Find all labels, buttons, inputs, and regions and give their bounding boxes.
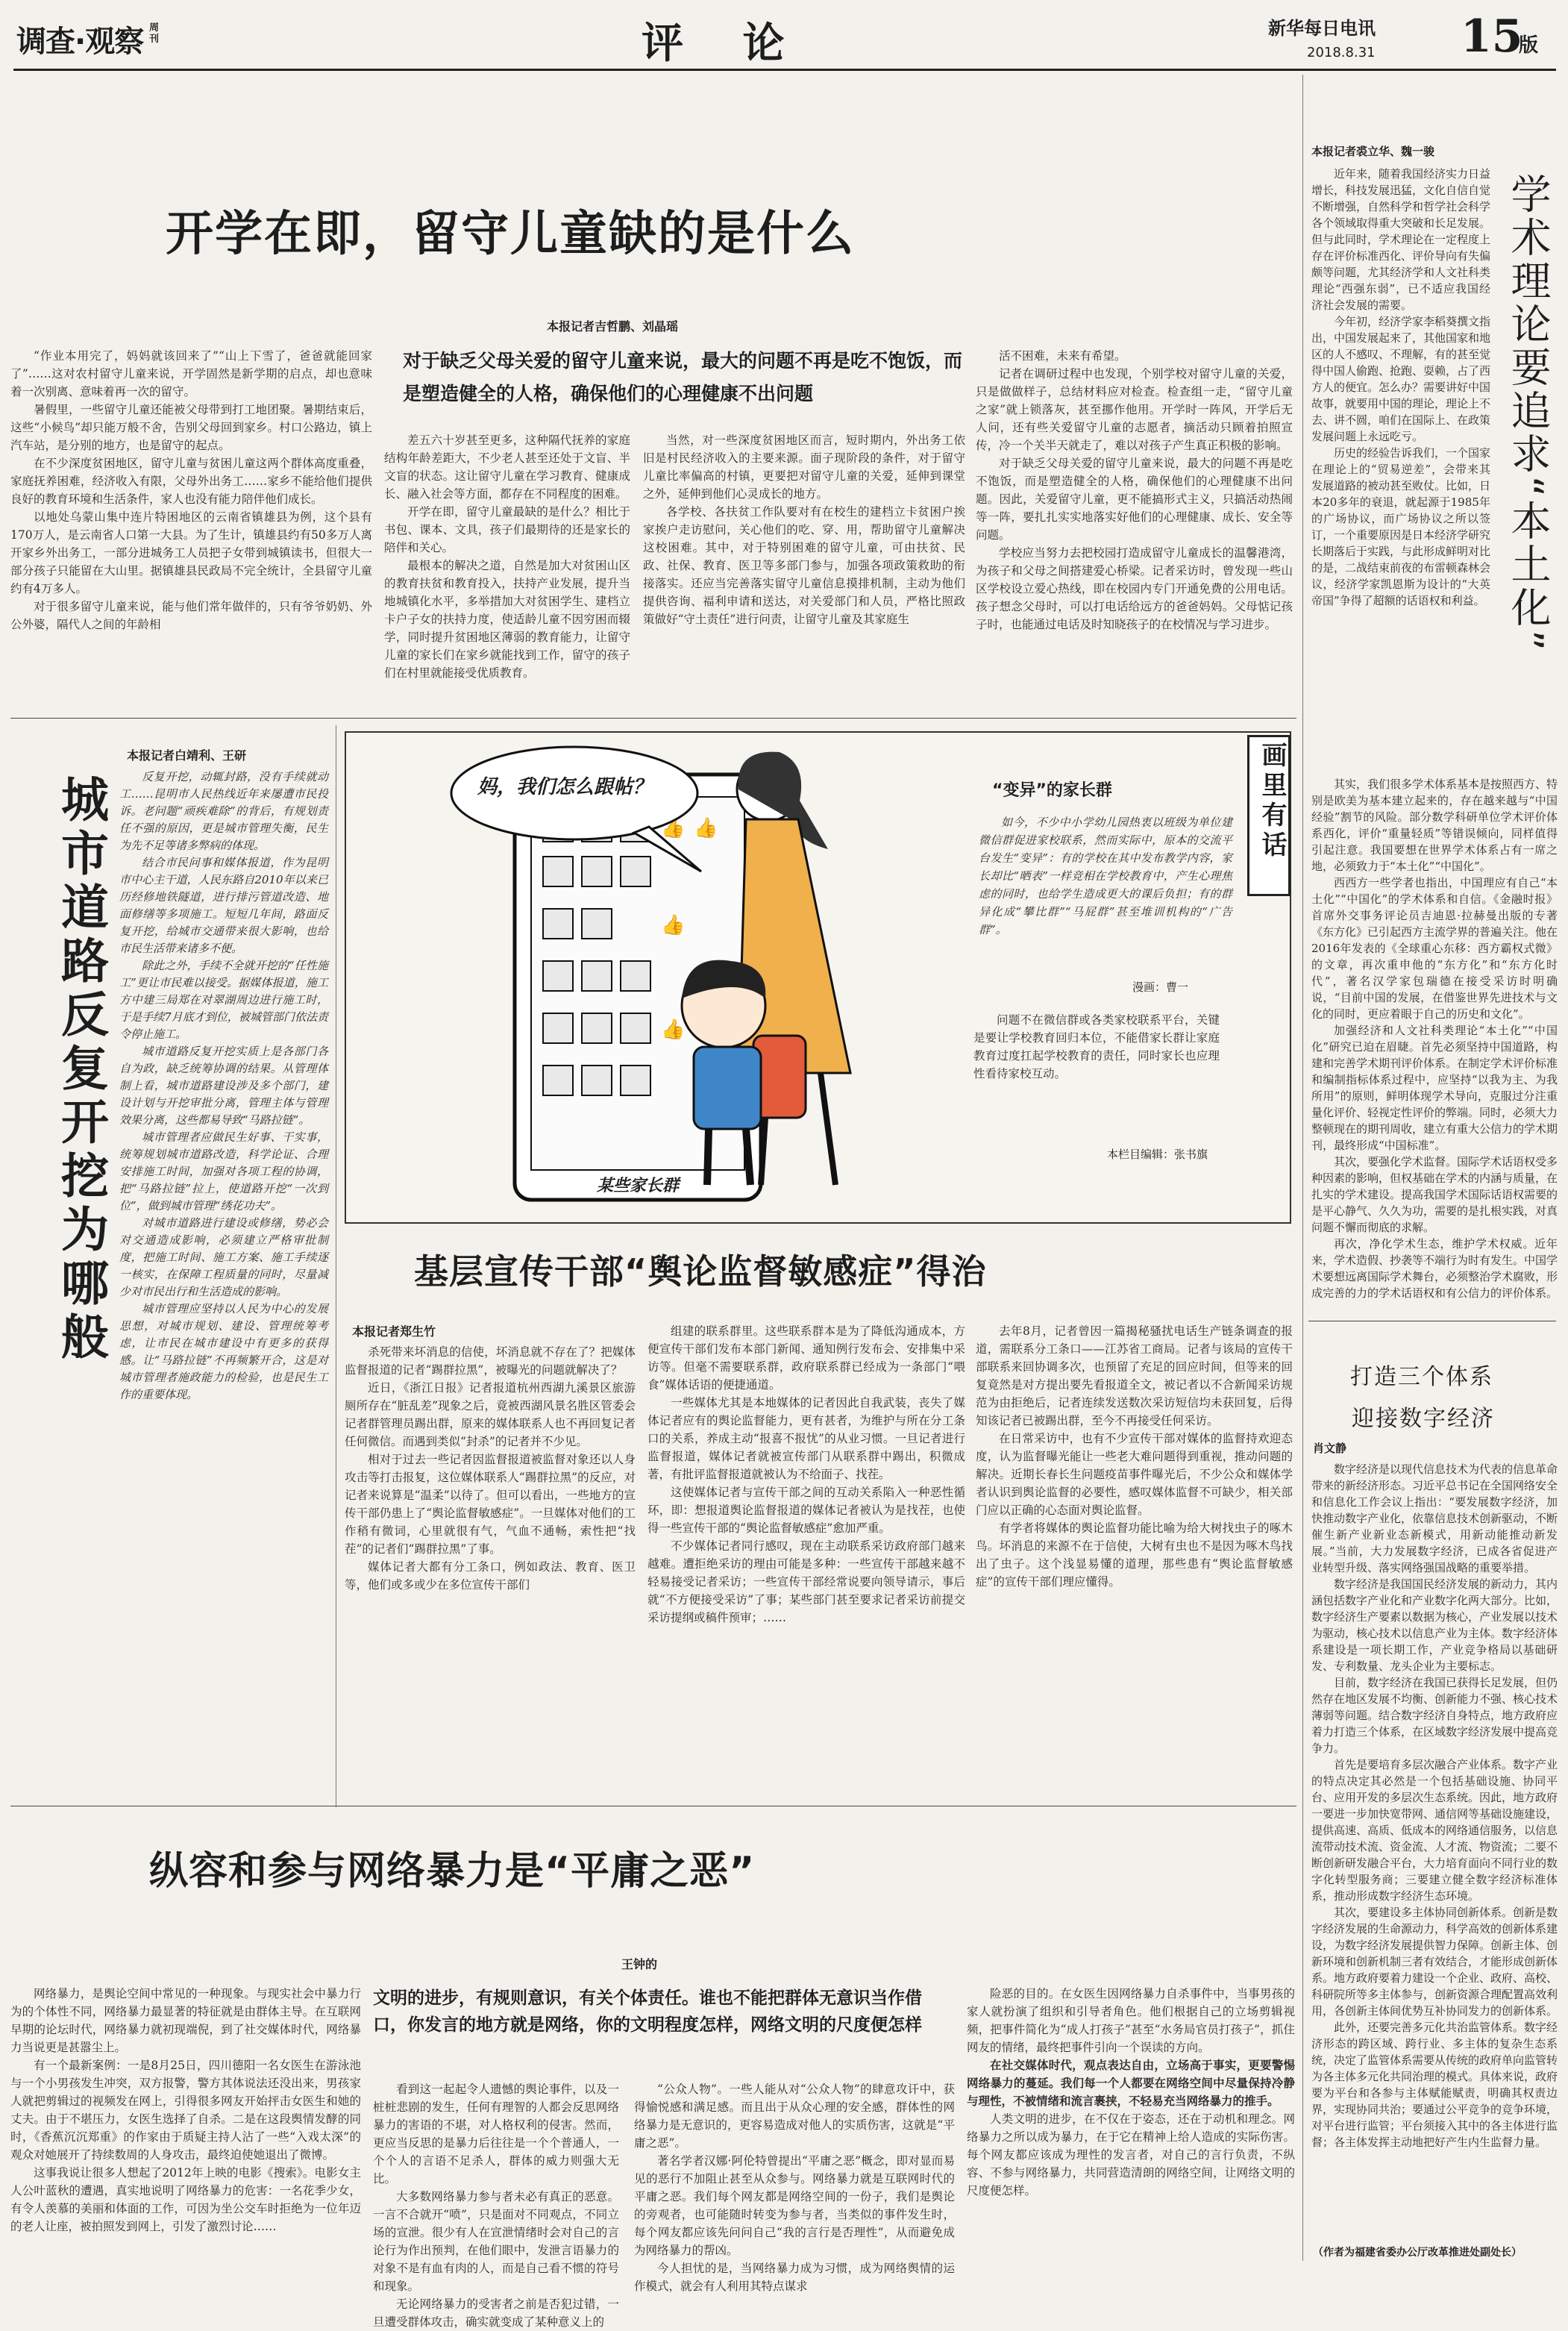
a2-top-p0: 近年来，随着我国经济实力日益增长，科技发展迅猛，文化自信自觉不断增强，自然科学和哲学社会科学各个领域取得重大突破和长足发展。但与此同时，学术理论在一定程度上存在评价标准西化、评价导向有失偏颇等问题，尤其经济学和人文社科类理论“西强东弱”，已不适应我国经济社会发展的需要。: [1311, 167, 1491, 312]
cartoon-text-p: 如今，不少中小学幼儿园热衷以班级为单位建微信群促进家校联系，然而实际中，原本的交流平台发生“变异”：有的学校在其中发布教学内容，家长却比“晒表”一样竞相在学校教育中，产生心理焦虑的同时，也给学生造成更大的课后负担；有的群异化成“攀比群”“马屁群”甚至堆训机构的“广告群”。: [979, 816, 1232, 936]
a4-c1-p3: 媒体记者大都有分工条口，例如政法、教育、医卫等，他们或多或少在多位宣传干部们: [345, 1560, 636, 1592]
a1-deck: 对于缺乏父母关爱的留守儿童来说，最大的问题不再是吃不饱饭，而是塑造健全的人格，确保他们的心理健康不出问题: [403, 350, 963, 404]
a6-c4-p1: 在社交媒体时代，观点表达自由，立场高于事实，更要警惕网络暴力的蔓延。我们每一个人都要在网络空间中尽量保持冷静与理性，不被情绪和流言裹挟，不轻易充当网络暴力的推手。: [967, 2058, 1295, 2108]
cartoon-label: [1247, 735, 1291, 896]
a6-c3-p0: “公众人物”。一些人能从对“公众人物”的肆意攻讦中，获得愉悦感和满足感。而且出于从众心理的安全感，群体性的网络暴力是无意识的，更容易造成对他人的实质伤害，这就是“平庸之恶”。: [634, 2083, 955, 2150]
a6-col-2: [373, 2080, 619, 2329]
cartoon-editor: 本栏目编辑：张书旗: [1107, 1148, 1208, 1161]
a6-c1-p0: 网络暴力，是舆论空间中常见的一种现象。与现实社会中暴力行为的个体性不同，网络暴力最显著的特征就是由群体主导。在互联网早期的论坛时代，网络暴力就初现端倪，到了社交媒体时代，网络暴力当说更是甚嚣尘上。: [10, 1987, 361, 2054]
a4-c2-p3: 不少媒体记者同行感叹，现在主动联系采访政府部门越来越难。遭拒绝采访的理由可能是多种：一些宣传干部越来越不轻易接受记者采访；一些宣传干部经常说要向领导请示，事后就“不方便接受采访”了事；某些部门甚至要求记者采访前提交采访提纲或稿件预审；……: [647, 1539, 965, 1624]
cartoon-title: “变异”的家长群: [992, 781, 1112, 800]
a6-col-3: [634, 2080, 955, 2293]
avatar: [582, 1066, 612, 1095]
a3-p1: 结合市民问事和媒体报道，作为昆明市中心主干道，人民东路自2010年以来已历经修地铁隧道，进行排污管道改造、地面修缮等多项施工。短短几年间，路面反复开挖，给城市交通带来很大影响，也给市民生活带来诸多不便。: [119, 856, 328, 955]
a4-c2-p1: 一些媒体尤其是本地媒体的记者因此自我武装，丧失了媒体记者应有的舆论监督能力，更有甚者，为维护与所在分工条口的关系，养成主动“报喜不报忧”的从业习惯。一旦记者进行监督报道，媒体记者就被宣传部门从联系群中踢出，积微成著，有批评监督报道就被认为不给面子、找茬。: [647, 1396, 965, 1481]
a1-c1-p1: 暑假里，一些留守儿童还能被父母带到打工地团聚。暑期结束后，这些“小候鸟”却只能万般不舍，告别父母回到家乡。村口公路边，镇上汽车站，是分别的地方，也是留守的起点。: [10, 403, 372, 452]
avatar: [582, 961, 612, 991]
a4-col-2: [647, 1322, 965, 1768]
a1-c4-p1: 记者在调研过程中也发现，个别学校对留守儿童的关爱，只是做做样子，总结材料应对检查。检查组一走，“留守儿童之家”就上锁落灰，甚至挪作他用。开学时一阵风，开学后无人问，还有些关爱留守儿童的志愿者，摘活动只顾着拍照宣传，冷一个关半天就走了，难以对孩子产生真正积极的影响。: [976, 367, 1293, 452]
a2-bot-p1: 西西方一些学者也指出，中国理应有自己“本土化”“中国化”的学术体系和自信。《金融时报》首席外交事务评论员吉迪恩·拉赫曼出版的专著《东方化》已引起西方主流学界的普遍关注。他在2016年发表的《全球重心东移：西方霸权式微》的文章，再次重申他的“东方化”和“东方化时代”，著名汉学家包瑞德在接受采访时明确说，“目前中国的发展，在借鉴世界先进技术与文化的同时，更应着眼于自己的历史和文化”。: [1311, 876, 1558, 1021]
thumbs-up-icon: 👍: [661, 817, 686, 839]
a1-c2-p2: 最根本的解决之道，自然是加大对贫困山区的教育扶贫和教育投入，扶持产业发展，提升当地城镇化水平，多举措加大对贫困学生、建档立卡户子女的扶持力度，使适龄儿童不因穷困而辍学，同时提升贫困地区薄弱的教育能力，让留守儿童的家长们在家乡就能找到工作，留守的孩子们在村里就能接受优质教育。: [384, 559, 630, 680]
a2-col-top: [1311, 166, 1490, 772]
a2-bot-p3: 其次，要强化学术监督。国际学术话语权受多种因素的影响，但权基础在学术的内涵与质量，在扎实的学术建设。提高我国学术国际话语权需要的是平心静气、久久为功，需要的是扎根实践，对真问题不懈而彻底的求解。: [1311, 1155, 1558, 1234]
a1-col-3: [643, 431, 965, 712]
thumbs-up-icon: 👍: [661, 1019, 686, 1041]
a2-col-bottom: [1311, 776, 1558, 1313]
a6-c4-p0: 险恶的目的。在女医生因网络暴力自杀事件中，当事男孩的家人就扮演了组织和引导者角色。他们根据自己的立场剪辑视频，把事件简化为“成人打孩子”甚至“水务局官员打孩子”，抓住网友的情绪，最终把事件引向一个误读的方向。: [967, 1987, 1295, 2054]
a3-col: [119, 769, 328, 1761]
a4-col-3: [976, 1322, 1293, 1768]
child-body: [694, 1047, 761, 1129]
speech-text: 妈，我们怎么跟帖？: [477, 776, 653, 798]
a3-title: 城市道路反复开挖为哪般: [53, 775, 108, 1365]
cartoon-label-text: 画里有话: [1257, 742, 1287, 861]
right-column-rule: [1302, 75, 1303, 2261]
a5-p2: 目前，数字经济在我国已获得长足发展，但仍然存在地区发展不均衡、创新能力不强、核心技术薄弱等问题。结合数字经济自身特点，地方政府应着力打造三个体系，在区域数字经济发展中提高竞争力。: [1311, 1676, 1558, 1755]
a1-c3-p1: 各学校、各扶贫工作队要对有在校生的建档立卡贫困户挨家挨户走访慰问，关心他们的吃、穿、用，帮助留守儿童解决这校困难。其中，对于特别困难的留守儿童，可由扶贫、民政、社保、教育、医卫等多部门参与，加强各项政策救助的衔接落实。还应当完善落实留守儿童信息摸排机制，主动为他们提供咨询、福利申请和送达，对关爱部门和人员，严格比照政策做好“守土责任”进行问责，让留守儿童及其家庭生: [643, 505, 965, 626]
page-number: 15: [1461, 10, 1523, 63]
avatar: [543, 1013, 573, 1043]
thumbs-up-icon: 👍: [661, 914, 686, 936]
cartoon-question: [973, 1011, 1220, 1145]
paper-name: 新华每日电讯: [1268, 17, 1376, 39]
a1-byline: 本报记者吉哲鹏、刘晶瑶: [547, 319, 679, 334]
avatar: [582, 857, 612, 886]
a5-title-2: 迎接数字经济: [1352, 1406, 1495, 1432]
page-unit: 版: [1519, 34, 1539, 57]
a6-c2-p1: 大多数网络暴力参与者未必有真正的恶意。一言不合就开“喷”，只是面对不同观点，不同立场的宣泄。很少有人在宣泄情绪时会对自己的言论行为作出预判，在他们眼中，发泄言语暴力的对象不是有血有肉的人，而是自己看不惯的符号和现象。: [373, 2190, 619, 2293]
a4-c3-p2: 有学者将媒体的舆论监督功能比喻为给大树找虫子的啄木鸟。坏消息的来源不在于信使，大树有虫也不是因为啄木鸟找出了虫子。这个浅显易懂的道理，那些患有“舆论监督敏感症”的宣传干部们理应懂得。: [976, 1521, 1293, 1589]
a1-c1-p2: 在不少深度贫困地区，留守儿童与贫困儿童这两个群体高度重叠，家庭抚养困难，经济收入有限，父母外出务工……家乡不能给他们提供良好的教育环境和生活条件，家人也没有能力陪伴他们成长。: [10, 457, 372, 506]
avatar: [543, 909, 573, 939]
a3-p0: 反复开挖，动辄封路，没有手续就动工……昆明市人民热线近年来屡遭市民投诉。老问题“顽疾难除”的背后，有规划责任不强的原因，更是城市管理失衡，民生为先不足等诸多弊病的体现。: [119, 770, 328, 852]
a3-p5: 对城市道路进行建设或修缮，势必会对交通造成影响，必须建立严格审批制度，把施工时间、施工方案、施工手续逐一核实，在保障工程质量的同时，尽量减少对市民出行和生活造成的影响。: [119, 1216, 328, 1298]
a6-deck: 文明的进步，有规则意识，有关个体责任。谁也不能把群体无意识当作借口，你发言的地方就是网络，你的文明程度怎样，网络文明的尺度便怎样: [373, 1989, 922, 2035]
a4-c1-p1: 近日，《浙江日报》记者报道杭州西湖九溪景区旅游厕所存在“脏乱差”现象之后，竟被西湖风景名胜区管委会记者群管理员踢出群，原来的媒体联系人也不再回复记者任何微信。而遇到类似“封杀”的记者并不少见。: [345, 1381, 636, 1448]
a2-byline: 本报记者裘立华、魏一骏: [1311, 145, 1435, 158]
a6-c2-p0: 看到这一起起令人遗憾的舆论事件，以及一桩桩悲剧的发生，任何有理智的人都会反思网络暴力的害语的不堪，对人格权利的侵害。然而，更应当反思的是暴力后往往是一个个普通人，一个个人的言语不足杀人，群体的威力则强大无比。: [373, 2083, 619, 2185]
avatar: [621, 1066, 650, 1095]
a5-p3: 首先是要培育多层次融合产业体系。数字产业的特点决定其必然是一个包括基础设施、协同平台、应用开发的多层次生态系统。因此，地方政府一要进一步加快宽带网、通信网等基础设施建设，提供高速、高质、低成本的网络通信服务，以信息流带动技术流、资金流、人才流、物资流；二要不断创新研发融合平台，大力培育面向不同行业的数字化转型服务商；三要建立健全数字经济标准体系，推动形成数字经济生态环境。: [1311, 1758, 1558, 1903]
cartoon-artist: 漫画：曹一: [1132, 980, 1189, 994]
a5-p1: 数字经济是我国国民经济发展的新动力，其内涵包括数字产业化和产业数字化两大部分。比如，数字经济生产要素以数据为核心，产业发展以技术为驱动，核心技术以信息产业为主体。数字经济体系建设是一项长期工作，产业竞争格局以基础研发、专利数量、龙头企业为主要标志。: [1311, 1577, 1558, 1673]
cartoon-text: [979, 813, 1232, 971]
avatar: [621, 961, 650, 991]
a6-headline: 纵容和参与网络暴力是“平庸之恶”: [149, 1849, 756, 1894]
a4-c2-p2: 这使媒体记者与宣传干部之间的互动关系陷入一种恶性循环，即：想报道舆论监督报道的媒体记者被认为是找茬，也使得一些宣传干部的“舆论监督敏感症”愈加严重。: [647, 1486, 965, 1535]
a5-author-note: （作者为福建省委办公厅改革推进处副处长）: [1313, 2247, 1522, 2259]
a1-c2-p1: 开学在即，留守儿童最缺的是什么？相比于书包、课本、文具，孩子们最期待的还是家长的陪伴和关心。: [384, 505, 630, 554]
a6-c1-p2: 这事我说让很多人想起了2012年上映的电影《搜索》。电影女主人公叶蓝秋的遭遇，真实地说明了网络暴力的危害：一名花季少女，有令人羡慕的美丽和体面的工作，可因为坐公交车时拒绝为一位年迈的老人让座，被拍照发到网上，引发了激烈讨论……: [10, 2166, 361, 2233]
a4-c1-p2: 相对于过去一些记者因监督报道被监督对象还以人身攻击等打击报复，这位媒体联系人“踢群拉黑”的反应，对记者来说算是“温柔”以待了。但可以看出，一些地方的宣传干部仍患上了“舆论监督敏感症”。一旦媒体对他们的工作稍有微词，心里就很有气，气血不通畅，索性把“找茬”的记者们“踢群拉黑”了事。: [345, 1453, 636, 1556]
a1-headline: 开学在即，留守儿童缺的是什么: [166, 207, 855, 262]
avatar: [543, 857, 573, 886]
a5-p5: 此外，还要完善多元化共治监管体系。数字经济形态的跨区域、跨行业、多主体的复杂生态系统，决定了监管体系需要从传统的政府单向监管转为各主体多元化共同治理的模式。具体来说，政府要为平台和各参与主体赋能赋责，明确其权责边界，实现协同共治；要通过公平竞争的竞争环境，对平台进行监管；平台须接入其中的各主体进行监督；各主体发挥主动地把好产生内生监督力量。: [1311, 2021, 1558, 2149]
cartoon-illustration: [351, 737, 932, 1215]
a4-byline: 本报记者郑生竹: [352, 1324, 436, 1339]
a2-bot-p4: 再次，净化学术生态，维护学术权威。近年来，学术造假、抄袭等不端行为时有发生。中国学术要想远离国际学术舞台，必须整治学术腐败，形成完善的力的学术话语权和有公信力的评价体系。: [1311, 1237, 1558, 1300]
a6-c3-p2: 今人担忧的是，当网络暴力成为习惯，成为网络舆情的运作模式，就会有人利用其特点谋求: [634, 2262, 955, 2293]
a6-c3-p1: 著名学者汉娜·阿伦特曾提出“平庸之恶”概念，即对显而易见的恶行不加阻止甚至从众参与。网络暴力就是互联网时代的平庸之恶。我们每个网友都是网络空间的一份子，我们是舆论的旁观者，也可能随时转变为参与者，当类似的事件发生时，每个网友都应该先问问自己“我的言行是否理性”，从而避免成为网络暴力的帮凶。: [634, 2154, 955, 2257]
avatar: [621, 1013, 650, 1043]
masthead-rule: [13, 69, 1556, 71]
a1-col-4: [976, 347, 1293, 713]
a5-p0: 数字经济是以现代信息技术为代表的信息革命带来的新经济形态。习近平总书记在全国网络安全和信息化工作会议上指出：“要发展数字经济，加快推动数字产业化，依靠信息技术创新驱动，不断催生新产业新业态新模式，用新动能推动新发展。”当前，大力发展数字经济，已成各省促进产业转型升级、落实网络强国战略的重要举措。: [1311, 1462, 1558, 1574]
brand-sub: 周刊: [149, 22, 160, 45]
a4-c3-p1: 在日常采访中，也有不少宣传干部对媒体的监督持欢迎态度，认为监督曝光能让一些老大难问题得到重视，推动问题的解决。近期长春长生问题疫苗事件曝光后，不少公众和媒体学者认识到舆论监督的必要性，感叹媒体监督不可缺少，相关部门应以正确的心态面对舆论监督。: [976, 1432, 1293, 1517]
avatar: [543, 961, 573, 991]
a1-c1-p4: 对于很多留守儿童来说，能与他们常年做伴的，只有爷爷奶奶、外公外婆，隔代人之间的年龄相: [10, 600, 372, 631]
a6-col-4: [967, 1985, 1295, 2268]
a3-p4: 城市管理者应做民生好事、干实事，统筹规划城市道路改造，科学论证、合理安排施工时间，加强对各项工程的协调，把“马路拉链”拉上，使道路开挖“一次到位”，做到城市管理“绣花功夫”。: [119, 1130, 328, 1213]
avatar: [582, 1013, 612, 1043]
a3-byline: 本报记者白靖利、王研: [127, 748, 247, 763]
a1-c1-p0: “作业本用完了，妈妈就该回来了”“山上下雪了，爸爸就能回家了”……这对农村留守儿童来说，开学固然是新学期的启点，却也意味着一次别离、意味着再一次的留守。: [10, 349, 372, 398]
brand-logo: [16, 16, 166, 61]
a1-c1-p3: 以地处乌蒙山集中连片特困地区的云南省镇雄县为例，这个县有170万人，是云南省人口第一大县。为了生计，镇雄县约有50多万人离开家乡外出务工，一部分进城务工人员把子女带到城镇读书，但很大一部分孩子只能留在大山里。据镇雄县民政局不完全统计，全县留守儿童约有4万多人。: [10, 510, 372, 595]
phone-caption: 某些家长群: [597, 1177, 680, 1195]
brand-name: 调查·观察: [16, 25, 144, 59]
cartoon-question-p: 问题不在微信群或各类家校联系平台，关键是要让学校教育回归本位，不能借家长群让家庭教育过度扛起学校教育的责任，同时家长也应理性看待家校互动。: [973, 1013, 1220, 1080]
a5-p4: 其次，要建设多主体协同创新体系。创新是数字经济发展的生命源动力，科学高效的创新体系建设，为数字经济发展提供智力保障。创新主体、创新环境和创新机制三者有效结合，才能形成创新体系。地方政府要着力建设一个企业、政府、高校、科研院所等多主体参与，创新资源合理配置高效利用，各创新主体间优势互补协同发力的创新体系。: [1311, 1906, 1558, 2018]
section-title: 评 论: [642, 19, 807, 68]
a4-c3-p0: 去年8月，记者曾因一篇揭秘骚扰电话生产链条调查的报道，需联系分工条口——江苏省工商局。记者与该局的宣传干部联系来回协调多次，也预留了充足的回应时间，但等来的回复竟然是对方提出要先看报道全文，被记者以不合新闻采访规范为由拒绝后，记者连续发送数次采访短信均未获回复，后得知该记者已被踢出群，至今不再接受任何采访。: [976, 1324, 1293, 1427]
a6-col-1: [10, 1985, 361, 2268]
a6-c1-p1: 有一个最新案例：一是8月25日，四川德阳一名女医生在游泳池与一个小男孩发生冲突，双方报警，警方其体说法还没出来，男孩家人就把剪辑过的视频发在网上，引得很多网友开始抨击女医生和她的丈夫。由于不堪压力，女医生选择了自杀。二是在这段舆情发酵的同时，《香蕉沉沉郑重》的作家由于质疑主持人沾了一些“入戏太深”的观众对她展开了持续数周的人身攻击，最终迫使她退出了微博。: [10, 2059, 361, 2162]
a3-p3: 城市道路反复开挖实质上是各部门各自为政，缺乏统筹协调的结果。从管理体制上看，城市道路建设涉及多个部门，建设计划与开挖审批分离，管理主体与管理效果分离，这些都易导致“马路拉链”。: [119, 1045, 328, 1127]
a4-c1-p0: 杀死带来坏消息的信使，坏消息就不存在了？把媒体监督报道的记者“踢群拉黑”，被曝光的问题就解决了？: [345, 1345, 636, 1377]
a3-p6: 城市管理应坚持以人民为中心的发展思想，对城市规划、建设、管理统筹考虑，让市民在城市建设中有更多的获得感。让“马路拉链”不再频繁开合，这是对城市管理者施政能力的检验，也是民生工作的重要体现。: [119, 1302, 328, 1401]
a2-bot-p0: 其实，我们很多学术体系基本是按照西方、特别是欧美为基本建立起来的，存在越来越与“中国经验”割节的风险。部分数学科研单位学术评价体系西化，评价“重量轻质”等错误倾向，同样值得引起注意。我国要想在世界学术体系占有一席之地，必须致力于“本土化”“中国化”。: [1311, 777, 1558, 873]
a5-byline: 肖文静: [1313, 1442, 1347, 1455]
a1-bottom-rule: [10, 718, 1296, 719]
avatar: [621, 857, 650, 886]
masthead: [0, 0, 1568, 71]
a1-col-2: [384, 431, 630, 712]
a2-title: 学术理论要追求“本土化”: [1505, 173, 1552, 654]
a2-top-p1: 今年初，经济学家李稻葵撰文指出，中国发展起来了，其他国家和地区的人不感叹、不理解，有的甚至觉得中国人偷跑、抢跑、耍赖，占了西方人的便宜。怎么办？需要讲好中国故事，就要用中国的理论，理论上不去、讲不圆，咱们在国际上、在政策发展问题上永远吃亏。: [1311, 315, 1491, 443]
a1-c4-p3: 学校应当努力去把校园打造成留守儿童成长的温馨港湾，为孩子和父母之间搭建爱心桥梁。记者采访时，曾发现一些山区学校设立爱心热线，即在校园内专门开通免费的公用电话。孩子想念父母时，可以打电话给远方的爸爸妈妈。父母惦记孩子时，也能通过电话及时知晓孩子的在校情况与学习进步。: [976, 546, 1293, 631]
thumbs-up-icon: 👍: [694, 817, 718, 839]
a5-col: [1311, 1461, 1558, 2237]
a1-c4-p2: 对于缺乏父母关爱的留守儿童来说，最大的问题不再是吃不饱饭，而是塑造健全的人格，确保他们的心理健康不出问题。因此，关爱留守儿童，更不能搞形式主义，只搞活动热闹等一阵，要扎扎实实地落实好他们的心理健康、成长、安全等问题。: [976, 457, 1293, 542]
a4-headline: 基层宣传干部“舆论监督敏感症”得治: [414, 1251, 987, 1292]
a4-col-1: [345, 1343, 636, 1768]
avatar: [582, 909, 612, 939]
a6-c2-p2: 无论网络暴力的受害者之前是否犯过错，一旦遭受群体攻击，确实就变成了某种意义上的: [373, 2297, 619, 2329]
a5-title-1: 打造三个体系: [1350, 1364, 1493, 1390]
avatar: [543, 1066, 573, 1095]
a1-c3-p0: 当然，对一些深度贫困地区而言，短时期内，外出务工依旧是村民经济收入的主要来源。面子现阶段的条件，对于留守儿童比率偏高的村镇，更要把对留守儿童的关爱，延伸到课堂之外，延伸到他们心灵成长的地方。: [643, 434, 965, 501]
a1-c4-p0: 活不困难，未来有希望。: [999, 349, 1126, 363]
a1-c2-p0: 差五六十岁甚至更多，这种隔代抚养的家庭结构年龄差距大，不少老人甚至还处于文盲、半文盲的状态。这让留守儿童在学习教育、健康成长、融入社会等方面，都存在不同程度的困难。: [384, 434, 630, 501]
a2-top-p2: 历史的经验告诉我们，一个国家在理论上的“贸易逆差”，会带来其发展道路的被动甚至败仗。比如，日本20多年的衰退，就起源于1985年的广场协议，而广场协议之所以签订，一个重要原因是日本经济学研究长期落后于实践，与此形成鲜明对比的是，二战结束前夜的布雷顿森林会议，经济学家凯恩斯为设计的“大英帝国”争得了超额的话语权和利益。: [1311, 446, 1491, 607]
cartoon-svg: [351, 737, 932, 1215]
a6-byline: 王钟的: [621, 1957, 658, 1971]
a6-c4-p2: 人类文明的进步，在不仅在于姿态，还在于动机和理念。网络暴力之所以成为暴力，在于它在精神上给人造成的实际伤害。每个网友都应该成为理性的发言者，对自己的言行负责，不纵容、不参与网络暴力，共同营造清朗的网络空间，让网络文明的尺度便怎样。: [967, 2112, 1295, 2197]
a3-p2: 除此之外，手续不全就开挖的“任性施工”更让市民难以接受。据媒体报道，施工方中建三局郑在对翠湖周边进行施工时，于是手续7月底才到位，被城管部门依法责令停止施工。: [119, 959, 328, 1041]
a2-bot-p2: 加强经济和人文社科类理论“本土化”“中国化”研究已迫在眉睫。首先必须坚持中国道路，构建和完善学术期刊评价体系。在制定学术评价标准和编制指标体系过程中，应坚持“以我为主、为我所用”的原则，鲜明体现学术导向，克服过分注重量化评价、轻视定性评价的弊端。同时，必须大力整顿现在的期刊周收，建立有重大公信力的学术期刊，最终形成“中国标准”。: [1311, 1024, 1558, 1152]
a1-col-1: [10, 347, 372, 713]
issue-date: 2018.8.31: [1307, 45, 1376, 60]
a4-c2-p0: 组建的联系群里。这些联系群本是为了降低沟通成本，方便宣传干部们发布本部门新闻、通知例行发布会、安排集中采访等。但毫不需要联系群，政府联系群已经成为一条部门“喂食”媒体话语的便捷通道。: [647, 1324, 965, 1392]
